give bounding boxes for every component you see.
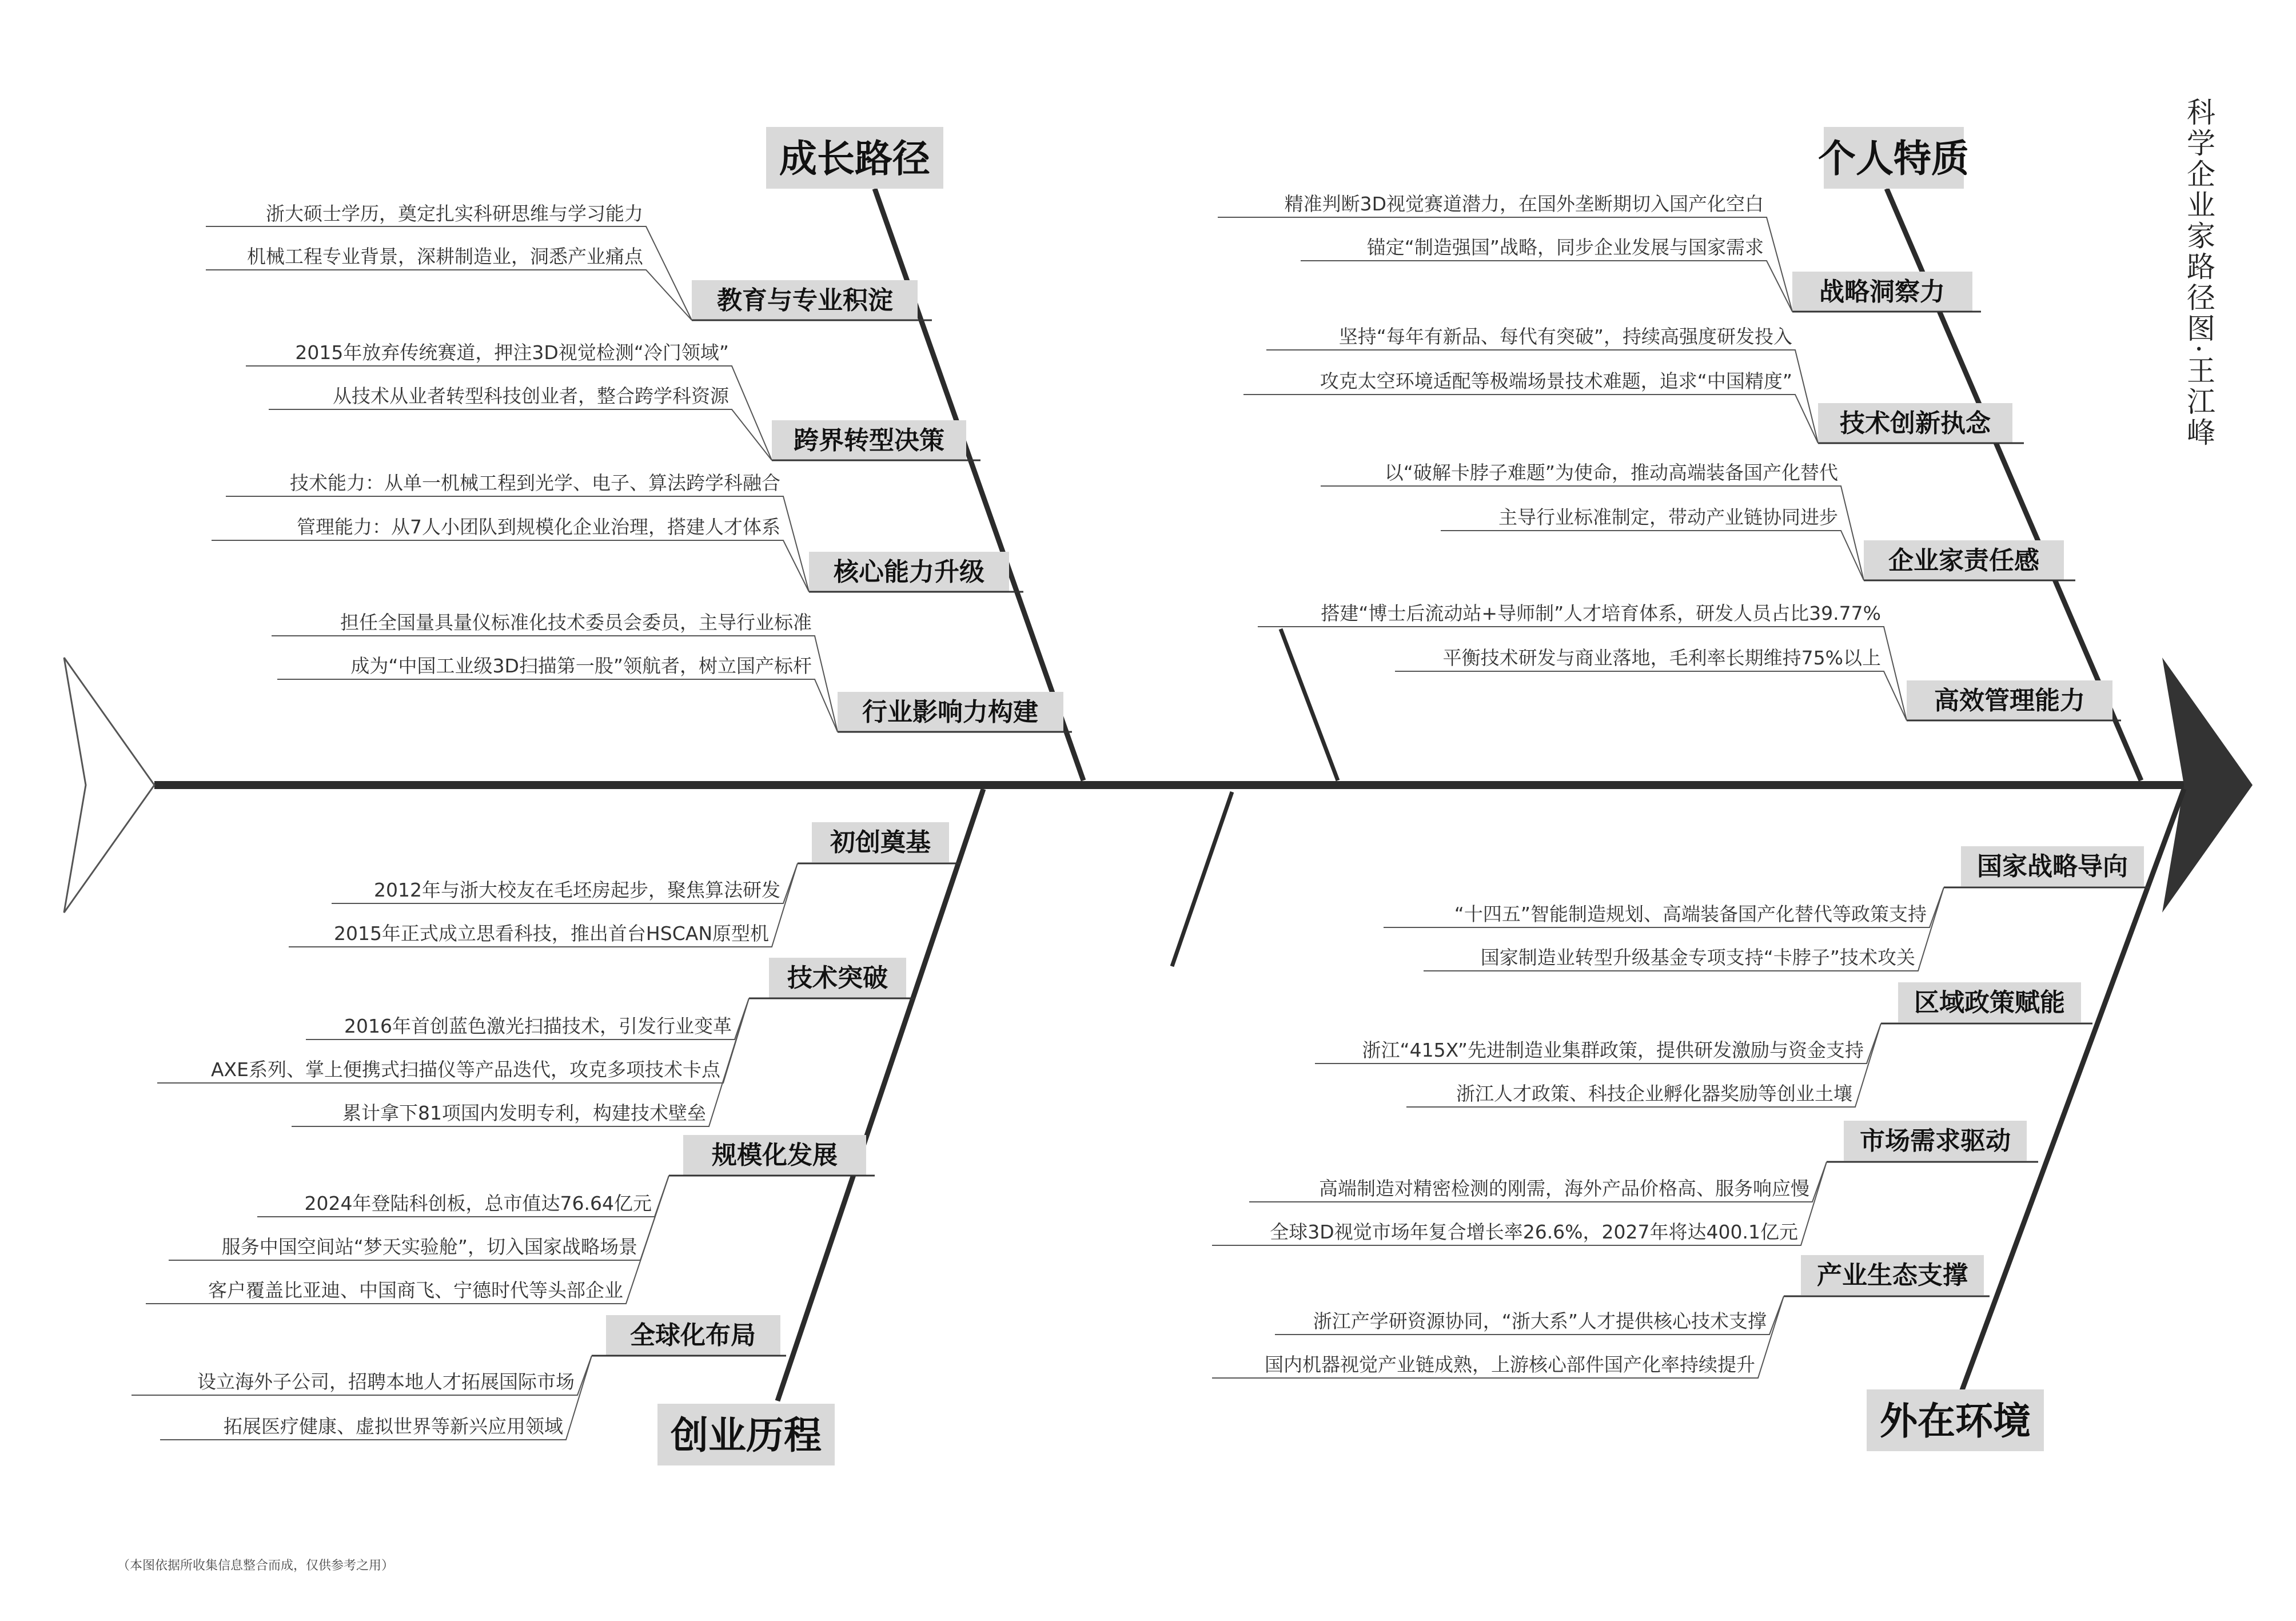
- sub-crossover-decision: [246, 341, 980, 460]
- item-text: 国家制造业转型升级基金专项支持“卡脖子”技术攻关: [1480, 946, 1915, 969]
- category-personal-traits: [1818, 127, 1969, 189]
- item-text: 锚定“制造强国”战略，同步企业发展与国家需求: [1366, 236, 1764, 258]
- sub-founding: [289, 822, 960, 947]
- item-text: 主导行业标准制定，带动产业链协同进步: [1498, 506, 1838, 528]
- item-text: 累计拿下81项国内发明专利，构建技术壁垒: [342, 1102, 706, 1124]
- category-external-environment: [1867, 1389, 2044, 1451]
- sub-tech-breakthrough: [157, 958, 915, 1126]
- item-text: 浙江“415X”先进制造业集群政策，提供研发激励与资金支持: [1362, 1039, 1864, 1061]
- sub-label: 教育与专业积淀: [717, 286, 893, 315]
- item-text: 平衡技术研发与商业落地，毛利率长期维持75%以上: [1442, 647, 1881, 669]
- category-label: 创业历程: [671, 1413, 822, 1457]
- item-text: 浙江人才政策、科技企业孵化器奖励等创业土壤: [1456, 1082, 1852, 1105]
- sub-industry-influence: [272, 611, 1072, 732]
- sub-label: 市场需求驱动: [1860, 1126, 2011, 1156]
- item-text: AXE系列、掌上便携式扫描仪等产品迭代，攻克多项技术卡点: [210, 1058, 720, 1081]
- footnote: （本图依据所收集信息整合而成，仅供参考之用）: [117, 1559, 394, 1573]
- item-text: 国内机器视觉产业链成熟，上游核心部件国产化率持续提升: [1265, 1353, 1755, 1376]
- item-text: 担任全国量具量仪标准化技术委员会委员，主导行业标准: [340, 611, 812, 634]
- sub-label: 区域政策赋能: [1914, 988, 2065, 1017]
- sub-regional-policy: [1315, 982, 2092, 1107]
- bone-venture-history: [778, 789, 983, 1401]
- item-text: 2012年与浙大校友在毛坯房起步，聚焦算法研发: [374, 879, 780, 901]
- sub-label: 国家战略导向: [1977, 852, 2128, 881]
- sub-market-demand: [1212, 1121, 2038, 1245]
- sub-education: [206, 202, 932, 320]
- sub-responsibility: [1321, 461, 2075, 580]
- sub-label: 跨界转型决策: [794, 426, 944, 455]
- item-text: 2015年放弃传统赛道，押注3D视觉检测“冷门领域”: [295, 341, 729, 364]
- item-text: 客户覆盖比亚迪、中国商飞、宁德时代等头部企业: [208, 1279, 623, 1301]
- item-text: 高端制造对精密检测的刚需，海外产品价格高、服务响应慢: [1319, 1177, 1809, 1200]
- item-text: “十四五”智能制造规划、高端装备国产化替代等政策支持: [1454, 903, 1927, 925]
- sub-label: 技术突破: [787, 963, 888, 993]
- sub-label: 初创奠基: [830, 828, 931, 857]
- category-label: 外在环境: [1880, 1399, 2031, 1443]
- item-text: 设立海外子公司，招聘本地人才拓展国际市场: [197, 1371, 575, 1393]
- sub-label: 行业影响力构建: [862, 698, 1038, 727]
- sub-national-strategy: [1384, 846, 2150, 971]
- sub-innovation-drive: [1243, 325, 2024, 443]
- item-text: 技术能力：从单一机械工程到光学、电子、算法跨学科融合: [290, 472, 780, 494]
- item-text: 浙江产学研资源协同，“浙大系”人才提供核心技术支撑: [1313, 1310, 1767, 1332]
- item-text: 坚持“每年有新品、每代有突破”，持续高强度研发投入: [1338, 325, 1792, 348]
- sub-label: 战略洞察力: [1819, 277, 1945, 306]
- bone-growth-path: [875, 189, 1083, 780]
- sub-label: 高效管理能力: [1934, 686, 2085, 715]
- item-text: 全球3D视觉市场年复合增长率26.6%，2027年将达400.1亿元: [1270, 1221, 1798, 1243]
- item-text: 机械工程专业背景，深耕制造业，洞悉产业痛点: [247, 245, 643, 268]
- sub-label: 企业家责任感: [1888, 546, 2039, 575]
- minor-bone-lower: [1172, 792, 1232, 966]
- item-text: 攻克太空环境适配等极端场景技术难题，追求“中国精度”: [1320, 370, 1792, 392]
- sub-strategic-insight: [1218, 193, 1981, 312]
- item-text: 2024年登陆科创板，总市值达76.64亿元: [304, 1192, 652, 1214]
- sub-label: 产业生态支撑: [1817, 1261, 1968, 1290]
- category-label: 个人特质: [1818, 137, 1969, 181]
- diagram-title: 科学企业家路径图·王江峰: [2182, 97, 2215, 448]
- item-text: 2015年正式成立思看科技，推出首台HSCAN原型机: [333, 922, 769, 945]
- item-text: 搭建“博士后流动站+导师制”人才培育体系，研发人员占比39.77%: [1321, 602, 1881, 624]
- fish-tail: [64, 658, 154, 913]
- sub-label: 核心能力升级: [834, 557, 984, 587]
- item-text: 管理能力：从7人小团队到规模化企业治理，搭建人才体系: [297, 516, 780, 538]
- category-label: 成长路径: [779, 137, 930, 181]
- item-text: 2016年首创蓝色激光扫描技术，引发行业变革: [344, 1015, 732, 1037]
- item-text: 从技术从业者转型科技创业者，整合跨学科资源: [333, 385, 729, 407]
- item-text: 精准判断3D视觉赛道潜力，在国外垄断期切入国产化空白: [1284, 193, 1764, 215]
- item-text: 以“破解卡脖子难题”为使命，推动高端装备国产化替代: [1384, 461, 1838, 484]
- category-growth-path: [766, 127, 943, 189]
- minor-bone-upper: [1281, 629, 1338, 780]
- item-text: 拓展医疗健康、虚拟世界等新兴应用领域: [224, 1415, 563, 1437]
- sub-label: 规模化发展: [712, 1141, 838, 1170]
- category-venture-history: [657, 1404, 835, 1465]
- sub-scaling: [146, 1135, 875, 1304]
- sub-label: 全球化布局: [630, 1321, 756, 1350]
- sub-industry-ecosystem: [1212, 1255, 1990, 1378]
- sub-label: 技术创新执念: [1840, 409, 1991, 438]
- item-text: 服务中国空间站“梦天实验舱”，切入国家战略场景: [221, 1236, 637, 1258]
- item-text: 成为“中国工业级3D扫描第一股”领航者，树立国产标杆: [350, 655, 812, 677]
- sub-core-capability: [212, 472, 1023, 592]
- sub-management: [1258, 602, 2121, 720]
- item-text: 浙大硕士学历，奠定扎实科研思维与学习能力: [266, 202, 643, 225]
